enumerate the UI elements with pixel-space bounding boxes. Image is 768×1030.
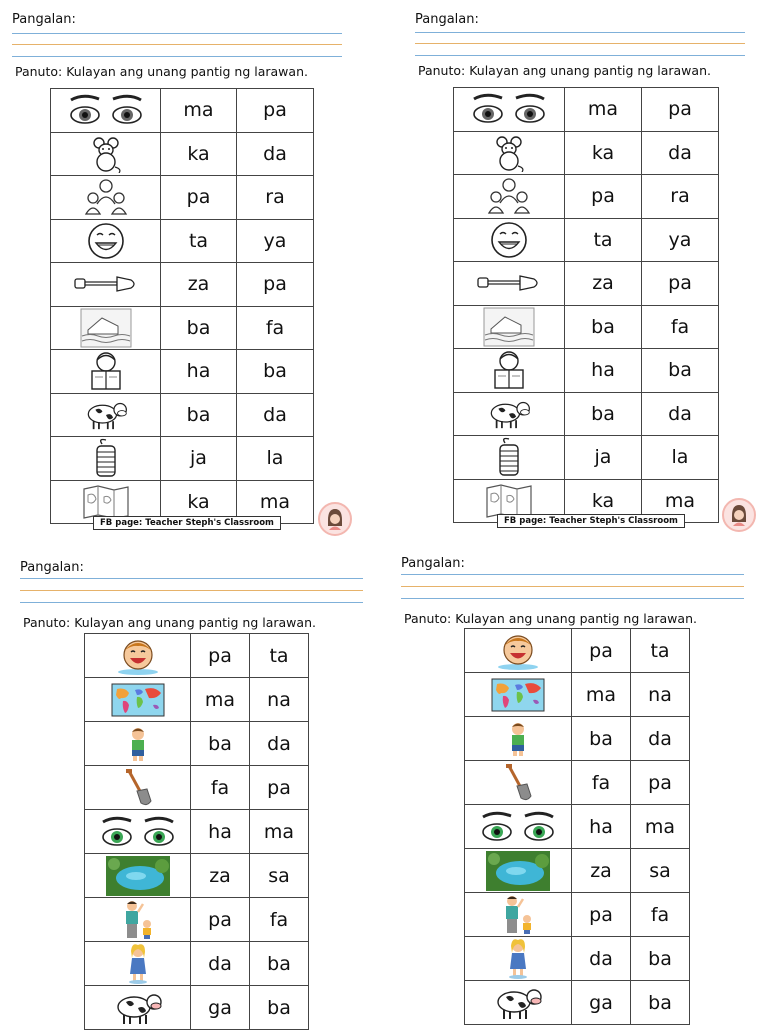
picture-cell [85, 810, 191, 854]
credit-tag: FB page: Teacher Steph's Classroom [93, 516, 281, 530]
picture-cell [465, 717, 572, 761]
syllable-option[interactable]: ba [191, 722, 250, 766]
syllable-option[interactable]: da [250, 722, 309, 766]
table-row [465, 981, 690, 1025]
girl-icon [85, 944, 190, 984]
map-icon [454, 484, 564, 518]
syllable-option[interactable]: fa [572, 761, 631, 805]
name-writing-line[interactable] [415, 55, 745, 56]
table-row [51, 219, 314, 263]
syllable-option[interactable]: ha [565, 349, 642, 393]
table-row [465, 629, 690, 673]
syllable-option[interactable]: ba [565, 305, 642, 349]
child-reading-icon [454, 350, 564, 390]
picture-cell [465, 805, 572, 849]
table-row [51, 393, 314, 437]
color-shovel-icon [85, 769, 190, 807]
syllable-option[interactable]: ja [161, 437, 237, 481]
table-row [465, 849, 690, 893]
picture-cell [465, 849, 572, 893]
syllable-option[interactable]: ba [161, 393, 237, 437]
table-row [465, 805, 690, 849]
name-label: Pangalan: [20, 560, 84, 575]
table-row [465, 761, 690, 805]
syllable-option[interactable]: pa [161, 176, 237, 220]
table-row [454, 349, 719, 393]
syllable-option[interactable]: za [161, 263, 237, 307]
name-writing-line[interactable] [415, 43, 745, 44]
syllable-option[interactable]: ra [237, 176, 314, 220]
syllable-table [453, 87, 719, 523]
father-son-icon [465, 895, 571, 935]
syllable-option[interactable]: la [642, 436, 719, 480]
table-row [465, 893, 690, 937]
syllable-option[interactable]: da [572, 937, 631, 981]
syllable-option[interactable]: da [642, 131, 719, 175]
syllable-option[interactable]: sa [631, 849, 690, 893]
table-row [51, 263, 314, 307]
table-row [51, 89, 314, 133]
laughing-child-icon [465, 632, 571, 670]
family-icon [454, 177, 564, 215]
syllable-option[interactable]: pa [642, 262, 719, 306]
table-row [454, 88, 719, 132]
syllable-option[interactable]: pa [191, 634, 250, 678]
syllable-option[interactable]: sa [250, 854, 309, 898]
syllable-option[interactable]: ma [565, 88, 642, 132]
shovel-icon [51, 273, 160, 295]
syllable-option[interactable]: za [572, 849, 631, 893]
syllable-option[interactable]: da [642, 392, 719, 436]
table-row [85, 898, 309, 942]
laughing-face-icon [454, 221, 564, 259]
syllable-option[interactable]: ta [631, 629, 690, 673]
picture-cell [454, 262, 565, 306]
picture-cell [51, 176, 161, 220]
father-son-icon [85, 900, 190, 940]
syllable-option[interactable]: ba [631, 981, 690, 1025]
syllable-option[interactable]: ta [565, 218, 642, 262]
syllable-option[interactable]: da [237, 132, 314, 176]
picture-cell [454, 436, 565, 480]
eyes-icon [454, 91, 564, 127]
picture-cell [465, 981, 572, 1025]
syllable-option[interactable]: la [237, 437, 314, 481]
table-row [51, 306, 314, 350]
can-icon [51, 438, 160, 478]
syllable-option[interactable]: ma [250, 810, 309, 854]
name-writing-line[interactable] [20, 602, 363, 603]
table-row [85, 942, 309, 986]
syllable-option[interactable]: pa [642, 88, 719, 132]
name-label: Pangalan: [401, 556, 465, 571]
syllable-option[interactable]: ma [572, 673, 631, 717]
table-row [51, 350, 314, 394]
color-map-icon [85, 683, 190, 717]
table-row [51, 132, 314, 176]
syllable-option[interactable]: ma [631, 805, 690, 849]
syllable-table [464, 628, 690, 1025]
syllable-option[interactable]: ta [250, 634, 309, 678]
picture-cell [85, 854, 191, 898]
syllable-option[interactable]: ka [565, 479, 642, 523]
boy-icon [85, 726, 190, 762]
green-eyes-icon [85, 814, 190, 850]
picture-cell [51, 350, 161, 394]
picture-cell [465, 893, 572, 937]
table-row [454, 218, 719, 262]
syllable-option[interactable]: na [631, 673, 690, 717]
syllable-option[interactable]: ra [642, 175, 719, 219]
table-row [454, 175, 719, 219]
table-row [454, 392, 719, 436]
cow-icon [454, 396, 564, 432]
picture-cell [51, 89, 161, 133]
syllable-option[interactable]: fa [191, 766, 250, 810]
table-row [465, 717, 690, 761]
table-row [85, 986, 309, 1030]
syllable-option[interactable]: ya [642, 218, 719, 262]
syllable-option[interactable]: ta [161, 219, 237, 263]
picture-cell [454, 305, 565, 349]
table-row [51, 437, 314, 481]
picture-cell [85, 942, 191, 986]
instruction-text: Panuto: Kulayan ang unang pantig ng larawan. [418, 63, 711, 78]
instruction-text: Panuto: Kulayan ang unang pantig ng larawan. [15, 64, 308, 79]
syllable-option[interactable]: ha [191, 810, 250, 854]
syllable-option[interactable]: pa [237, 89, 314, 133]
table-row [85, 722, 309, 766]
table-row [51, 176, 314, 220]
syllable-option[interactable]: fa [631, 893, 690, 937]
instruction-text: Panuto: Kulayan ang unang pantig ng larawan. [404, 611, 697, 626]
table-row [454, 131, 719, 175]
laughing-face-icon [51, 222, 160, 260]
picture-cell [454, 349, 565, 393]
syllable-option[interactable]: pa [237, 263, 314, 307]
syllable-table [50, 88, 314, 524]
syllable-option[interactable]: ba [250, 942, 309, 986]
syllable-option[interactable]: da [191, 942, 250, 986]
syllable-option[interactable]: ba [631, 937, 690, 981]
syllable-option[interactable]: pa [631, 761, 690, 805]
syllable-option[interactable]: ha [572, 805, 631, 849]
syllable-option[interactable]: pa [572, 893, 631, 937]
shovel-icon [454, 272, 564, 294]
picture-cell [51, 263, 161, 307]
table-row [85, 854, 309, 898]
syllable-option[interactable]: pa [250, 766, 309, 810]
picture-cell [51, 437, 161, 481]
picture-cell [454, 131, 565, 175]
name-label: Pangalan: [415, 12, 479, 27]
teacher-avatar-icon [722, 498, 756, 532]
flood-house-icon [454, 307, 564, 347]
table-row [454, 436, 719, 480]
picture-cell [465, 673, 572, 717]
syllable-option[interactable]: ba [572, 717, 631, 761]
syllable-option[interactable]: da [631, 717, 690, 761]
syllable-option[interactable]: ma [642, 479, 719, 523]
table-row [85, 634, 309, 678]
credit-tag: FB page: Teacher Steph's Classroom [497, 514, 685, 528]
picture-cell [85, 898, 191, 942]
mouse-icon [454, 134, 564, 172]
table-row [85, 678, 309, 722]
table-row [85, 766, 309, 810]
color-cow-icon [465, 985, 571, 1021]
picture-cell [465, 937, 572, 981]
syllable-option[interactable]: ba [237, 350, 314, 394]
syllable-option[interactable]: fa [642, 305, 719, 349]
syllable-option[interactable]: ha [161, 350, 237, 394]
syllable-option[interactable]: za [191, 854, 250, 898]
child-reading-icon [51, 351, 160, 391]
laughing-child-icon [85, 637, 190, 675]
can-icon [454, 437, 564, 477]
syllable-option[interactable]: ma [161, 89, 237, 133]
picture-cell [51, 219, 161, 263]
flood-house-icon [51, 308, 160, 348]
name-writing-line[interactable] [401, 574, 744, 575]
name-writing-line[interactable] [12, 56, 342, 57]
name-label: Pangalan: [12, 12, 76, 27]
syllable-option[interactable]: fa [237, 306, 314, 350]
map-icon [51, 485, 160, 519]
picture-cell [465, 761, 572, 805]
picture-cell [85, 766, 191, 810]
picture-cell [454, 88, 565, 132]
picture-cell [51, 132, 161, 176]
syllable-option[interactable]: da [237, 393, 314, 437]
syllable-option[interactable]: na [250, 678, 309, 722]
table-row [465, 937, 690, 981]
syllable-option[interactable]: ka [161, 132, 237, 176]
name-writing-line[interactable] [415, 32, 745, 33]
table-row [465, 673, 690, 717]
picture-cell [454, 175, 565, 219]
green-eyes-icon [465, 809, 571, 845]
picture-cell [454, 218, 565, 262]
instruction-text: Panuto: Kulayan ang unang pantig ng larawan. [23, 615, 316, 630]
syllable-option[interactable]: ya [237, 219, 314, 263]
syllable-option[interactable]: ja [565, 436, 642, 480]
name-writing-line[interactable] [12, 44, 342, 45]
syllable-option[interactable]: pa [572, 629, 631, 673]
picture-cell [51, 306, 161, 350]
eyes-icon [51, 92, 160, 128]
name-writing-line[interactable] [401, 586, 744, 587]
name-writing-line[interactable] [20, 590, 363, 591]
syllable-table [84, 633, 309, 1030]
syllable-option[interactable]: za [565, 262, 642, 306]
picture-cell [465, 629, 572, 673]
table-row [454, 305, 719, 349]
family-icon [51, 178, 160, 216]
pond-icon [465, 851, 571, 891]
picture-cell [85, 722, 191, 766]
syllable-option[interactable]: pa [565, 175, 642, 219]
name-writing-line[interactable] [12, 33, 342, 34]
syllable-option[interactable]: ka [565, 131, 642, 175]
syllable-option[interactable]: ma [191, 678, 250, 722]
color-cow-icon [85, 990, 190, 1026]
pond-icon [85, 856, 190, 896]
name-writing-line[interactable] [401, 598, 744, 599]
cow-icon [51, 397, 160, 433]
syllable-option[interactable]: ga [191, 986, 250, 1030]
picture-cell [85, 678, 191, 722]
syllable-option[interactable]: pa [191, 898, 250, 942]
name-writing-line[interactable] [20, 578, 363, 579]
syllable-option[interactable]: ba [642, 349, 719, 393]
table-row [85, 810, 309, 854]
mouse-icon [51, 135, 160, 173]
picture-cell [85, 634, 191, 678]
syllable-option[interactable]: ma [237, 480, 314, 524]
picture-cell [51, 393, 161, 437]
picture-cell [85, 986, 191, 1030]
syllable-option[interactable]: ga [572, 981, 631, 1025]
color-shovel-icon [465, 764, 571, 802]
syllable-option[interactable]: ka [161, 480, 237, 524]
syllable-option[interactable]: fa [250, 898, 309, 942]
syllable-option[interactable]: ba [250, 986, 309, 1030]
syllable-option[interactable]: ba [565, 392, 642, 436]
teacher-avatar-icon [318, 502, 352, 536]
syllable-option[interactable]: ba [161, 306, 237, 350]
color-map-icon [465, 678, 571, 712]
girl-icon [465, 939, 571, 979]
table-row [454, 262, 719, 306]
picture-cell [454, 392, 565, 436]
boy-icon [465, 721, 571, 757]
